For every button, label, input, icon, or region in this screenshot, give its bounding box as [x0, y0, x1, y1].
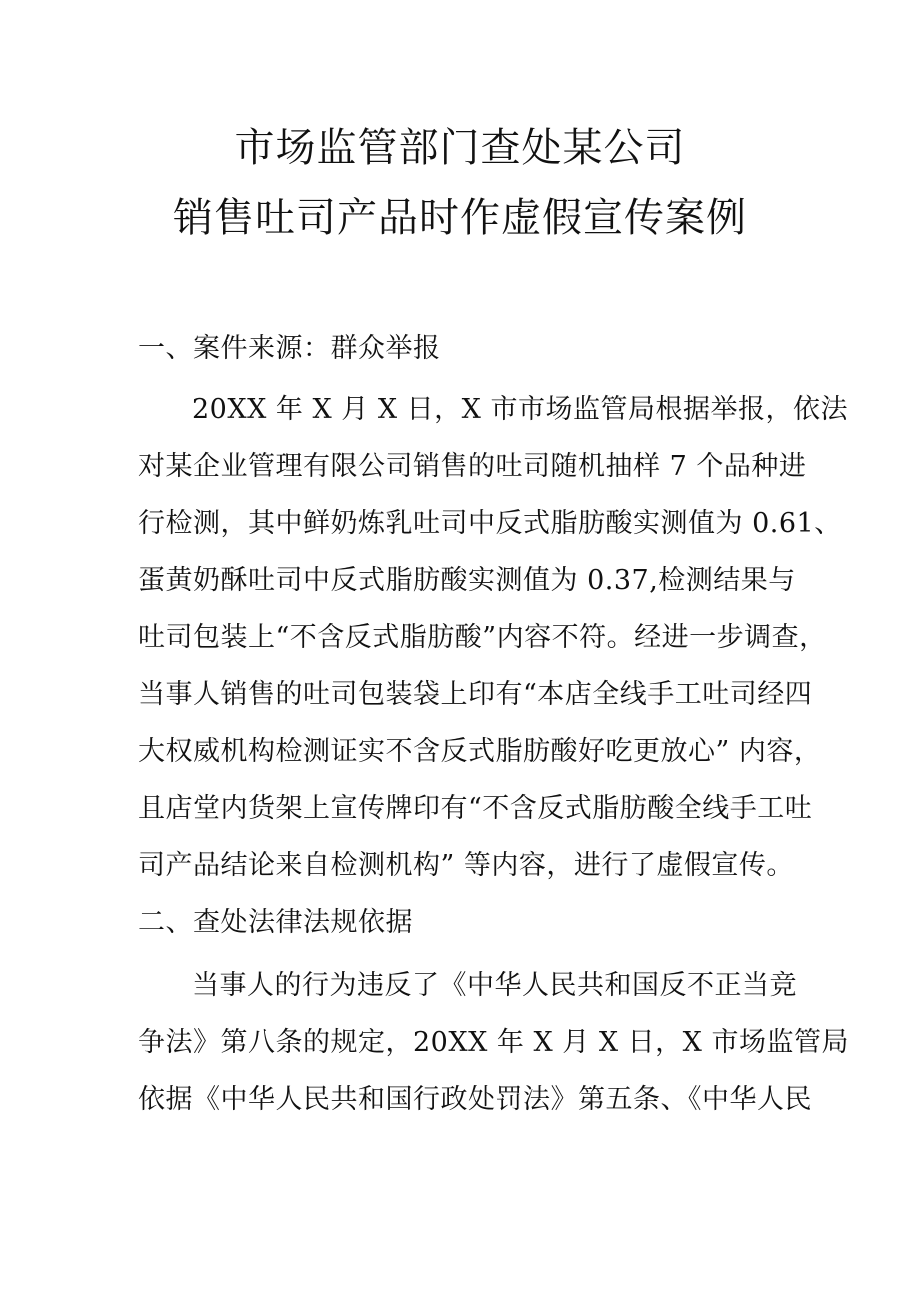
document-title-line-2: 销售吐司产品时作虚假宣传案例 — [173, 195, 747, 241]
paragraph-line: 司产品结论来自检测机构” 等内容，进行了虚假宣传。 — [138, 850, 794, 881]
paragraph-line: 行检测，其中鲜奶炼乳吐司中反式脂肪酸实测值为 0.61、 — [138, 508, 842, 539]
paragraph-line: 当事人销售的吐司包装袋上印有“本店全线手工吐司经四 — [138, 679, 813, 710]
paragraph-line: 蛋黄奶酥吐司中反式脂肪酸实测值为 0.37,检测结果与 — [138, 565, 796, 596]
section-heading-case-source: 一、案件来源：群众举报 — [138, 333, 441, 364]
paragraph-line: 且店堂内货架上宣传牌印有“不含反式脂肪酸全线手工吐 — [138, 793, 813, 824]
paragraph-line: 20XX 年 X 月 X 日，X 市市场监管局根据举报，依法 — [192, 394, 848, 425]
paragraph-line: 依据《中华人民共和国行政处罚法》第五条、《中华人民 — [138, 1084, 812, 1115]
paragraph-line: 对某企业管理有限公司销售的吐司随机抽样 7 个品种进 — [138, 451, 807, 482]
paragraph-line: 大权威机构检测证实不含反式脂肪酸好吃更放心” 内容， — [138, 736, 822, 767]
document-title-line-1: 市场监管部门查处某公司 — [234, 125, 686, 171]
paragraph-line: 当事人的行为违反了《中华人民共和国反不正当竞 — [192, 970, 797, 1001]
paragraph-line: 争法》第八条的规定，20XX 年 X 月 X 日，X 市场监管局 — [138, 1027, 849, 1058]
section-heading-legal-basis: 二、查处法律法规依据 — [138, 907, 413, 938]
paragraph-line: 吐司包装上“不含反式脂肪酸”内容不符。经进一步调查， — [138, 622, 827, 653]
